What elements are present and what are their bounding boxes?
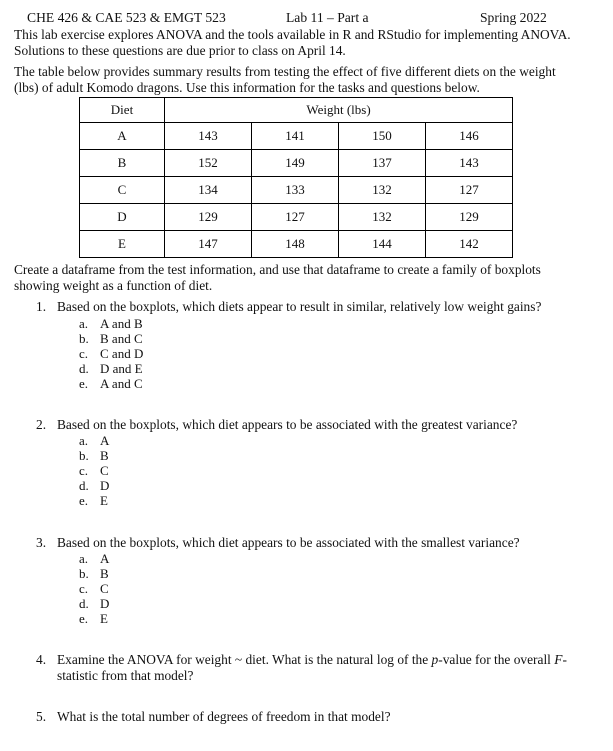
q3-options [79,551,109,626]
weight-cell: 134 [165,177,252,204]
question-1 [36,299,541,315]
option-text: B and C [100,331,143,346]
weight-cell: 129 [165,204,252,231]
weight-cell: 152 [165,150,252,177]
weight-cell: 146 [426,123,513,150]
option-text: A [100,433,110,448]
option-letter: b. [79,331,89,346]
option-letter: d. [79,478,89,493]
intro-line-4: (lbs) of adult Komodo dragons. Use this information for the tasks and questions below. [14,80,480,95]
option-text: B [100,448,109,463]
intro-line-3: The table below provides summary results from testing the effect of five different diets on the weight [14,64,556,79]
weight-cell: 142 [426,231,513,258]
option-item [79,551,109,566]
option-letter: a. [79,551,89,566]
option-item [79,376,143,391]
option-letter: c. [79,581,89,596]
question-1-text: Based on the boxplots, which diets appear to result in similar, relatively low weight gains? [57,299,542,314]
diet-cell: C [80,177,165,204]
option-letter: e. [79,376,89,391]
weight-cell: 147 [165,231,252,258]
table-row [80,150,513,177]
option-text: A [100,551,110,566]
question-4 [36,652,567,668]
weight-cell: 127 [426,177,513,204]
question-5 [36,709,391,725]
question-2 [36,417,517,433]
weight-cell: 132 [339,177,426,204]
table-row [80,204,513,231]
question-4-text-b: -value for the overall [438,652,555,667]
option-item [79,361,143,376]
option-text: D [100,596,110,611]
option-item [79,331,143,346]
diet-weight-table [79,97,513,258]
option-letter: d. [79,361,89,376]
option-item [79,433,109,448]
task-line-2: showing weight as a function of diet. [14,278,213,293]
diet-cell: A [80,123,165,150]
weight-cell: 148 [252,231,339,258]
option-letter: c. [79,346,89,361]
option-text: C [100,463,109,478]
question-4-f-italic: F [554,652,563,667]
question-3-number: 3. [36,535,47,550]
option-letter: e. [79,611,89,626]
option-item [79,611,109,626]
table-row [80,177,513,204]
question-2-number: 2. [36,417,47,432]
intro-line-1: This lab exercise explores ANOVA and the tools available in R and RStudio for implementing ANOVA. [14,27,571,42]
table-header-row [80,98,513,123]
weight-cell: 129 [426,204,513,231]
question-1-number: 1. [36,299,47,314]
table-row [80,123,513,150]
option-text: C [100,581,109,596]
option-text: A and C [100,376,143,391]
option-letter: e. [79,493,89,508]
q1-options [79,316,143,391]
option-text: A and B [100,316,143,331]
term: Spring 2022 [480,10,547,25]
option-text: C and D [100,346,144,361]
question-4-number: 4. [36,652,47,667]
weight-cell: 133 [252,177,339,204]
weight-column-header: Weight (lbs) [165,98,513,123]
diet-column-header: Diet [80,98,165,123]
question-4-text-a: Examine the ANOVA for weight ~ diet. What is the natural log of the [57,652,432,667]
course-codes: CHE 426 & CAE 523 & EMGT 523 [27,10,226,25]
option-item [79,316,143,331]
option-text: D [100,478,110,493]
task-line-1: Create a dataframe from the test information, and use that dataframe to create a family of boxplots [14,262,541,277]
question-3 [36,535,520,551]
option-text: B [100,566,109,581]
option-item [79,463,109,478]
q2-options [79,433,109,508]
question-3-text: Based on the boxplots, which diet appears to be associated with the smallest variance? [57,535,520,550]
option-item [79,448,109,463]
option-item [79,478,109,493]
question-4-line-2: statistic from that model? [57,668,194,683]
weight-cell: 132 [339,204,426,231]
weight-cell: 150 [339,123,426,150]
option-letter: b. [79,448,89,463]
option-item [79,346,143,361]
option-letter: c. [79,463,89,478]
intro-line-2: Solutions to these questions are due prior to class on April 14. [14,43,346,58]
option-letter: b. [79,566,89,581]
table-body [80,123,513,258]
option-item [79,566,109,581]
question-4-p-italic: p [431,652,439,667]
option-text: D and E [100,361,143,376]
weight-cell: 143 [426,150,513,177]
option-item [79,596,109,611]
option-letter: d. [79,596,89,611]
weight-cell: 143 [165,123,252,150]
diet-cell: E [80,231,165,258]
option-text: E [100,493,108,508]
weight-cell: 144 [339,231,426,258]
question-4-text-c: - [562,652,567,667]
diet-cell: D [80,204,165,231]
option-text: E [100,611,108,626]
option-letter: a. [79,433,89,448]
option-letter: a. [79,316,89,331]
weight-cell: 127 [252,204,339,231]
weight-cell: 137 [339,150,426,177]
weight-cell: 141 [252,123,339,150]
diet-cell: B [80,150,165,177]
option-item [79,581,109,596]
question-5-text: What is the total number of degrees of freedom in that model? [57,709,391,724]
lab-title: Lab 11 – Part a [286,10,369,25]
question-2-text: Based on the boxplots, which diet appears to be associated with the greatest variance? [57,417,518,432]
weight-cell: 149 [252,150,339,177]
question-5-number: 5. [36,709,47,724]
option-item [79,493,109,508]
table-row [80,231,513,258]
